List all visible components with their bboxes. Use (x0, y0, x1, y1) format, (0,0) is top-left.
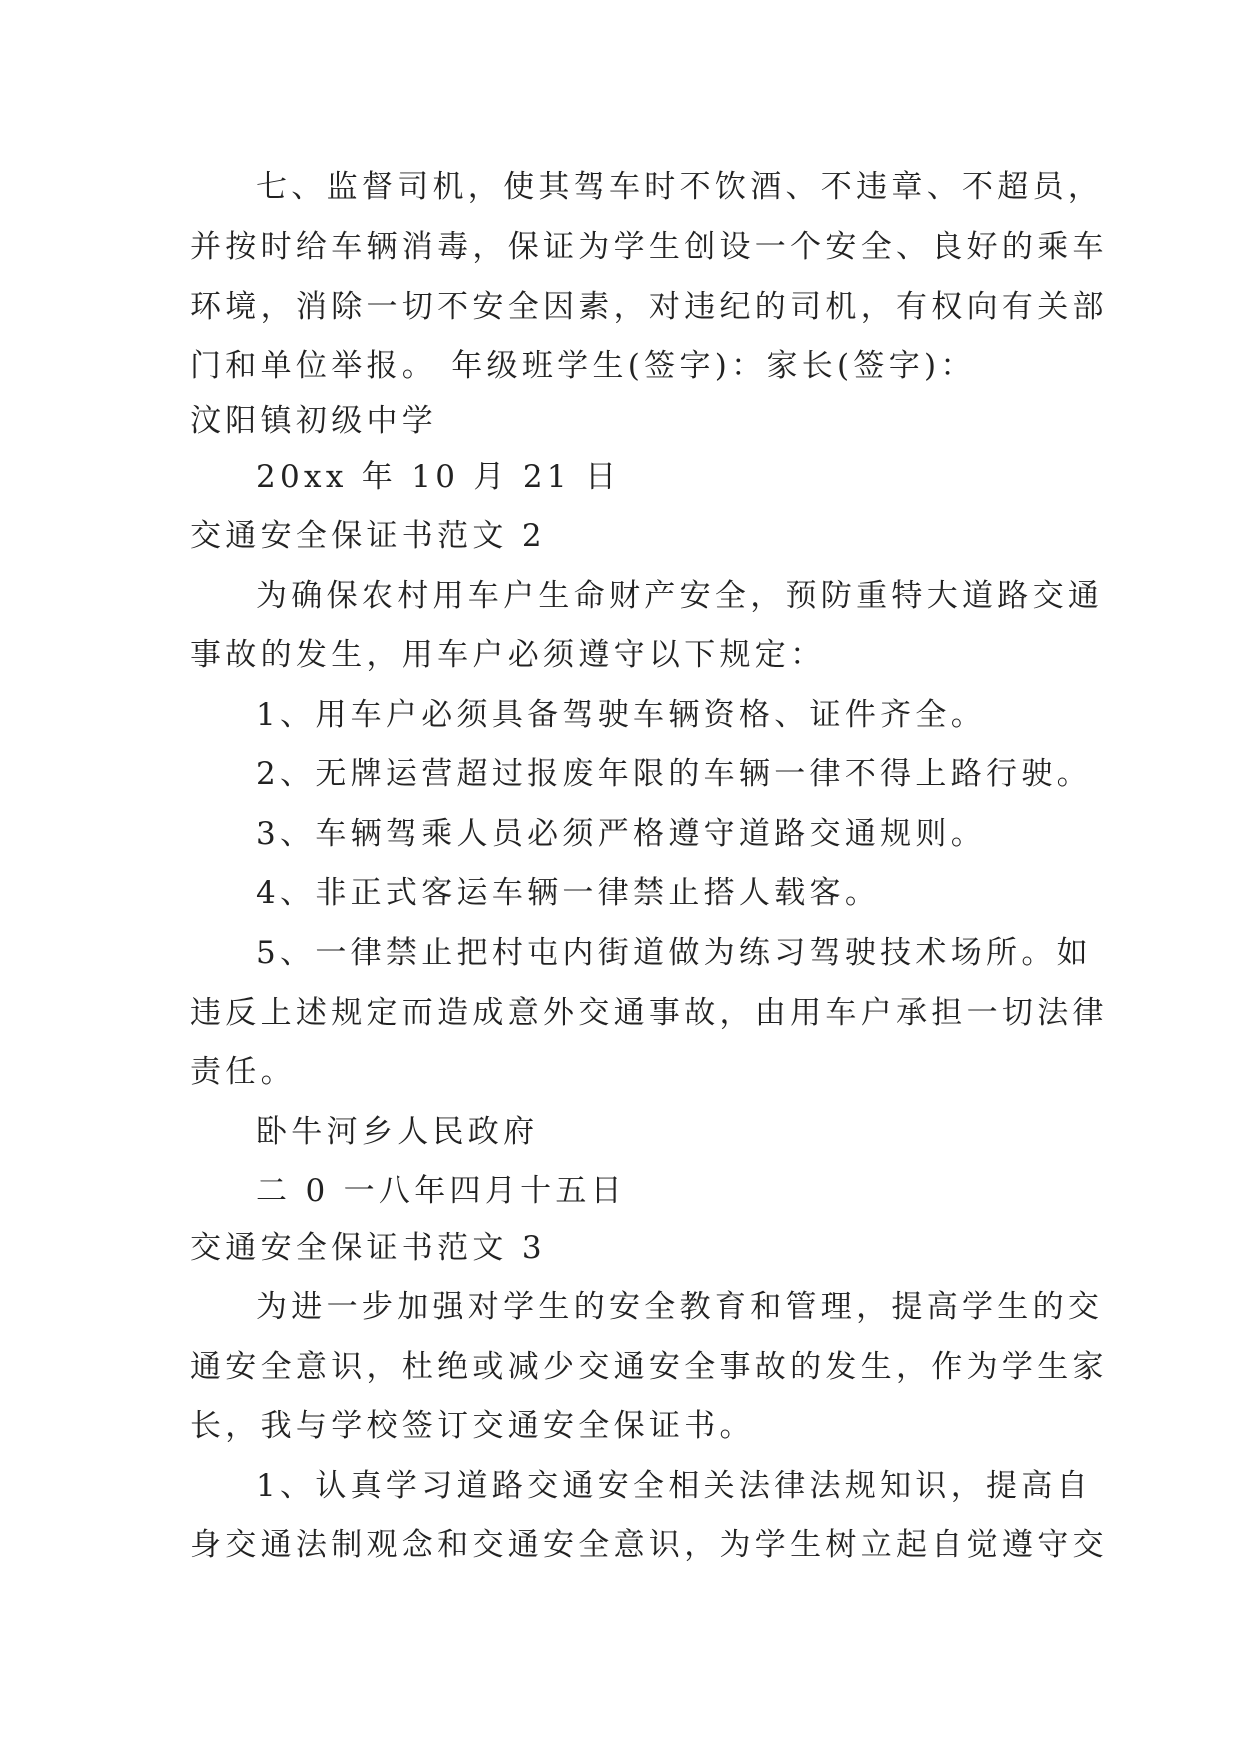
list-item: 4、非正式客运车辆一律禁止搭人载客。 (256, 875, 881, 911)
text-line: 并按时给车辆消毒，保证为学生创设一个安全、良好的乘车 (190, 229, 1108, 265)
text-line: 为进一步加强对学生的安全教育和管理，提高学生的交 (256, 1289, 1104, 1325)
text-line: 责任。 (190, 1054, 296, 1090)
text-line: 通安全意识，杜绝或减少交通安全事故的发生，作为学生家 (190, 1349, 1108, 1385)
date-line: 二 0 一八年四月十五日 (256, 1173, 627, 1209)
text-line: 门和单位举报。 年级班学生(签字)：家长(签字)： (190, 348, 976, 384)
list-item: 3、车辆驾乘人员必须严格遵守道路交通规则。 (256, 816, 987, 852)
list-item: 1、用车户必须具备驾驶车辆资格、证件齐全。 (256, 697, 987, 733)
list-item: 2、无牌运营超过报废年限的车辆一律不得上路行驶。 (256, 756, 1092, 792)
section-heading: 交通安全保证书范文 2 (190, 518, 546, 554)
text-line: 身交通法制观念和交通安全意识，为学生树立起自觉遵守交 (190, 1527, 1108, 1563)
text-line: 七、监督司机，使其驾车时不饮酒、不违章、不超员， (256, 169, 1104, 205)
text-line: 事故的发生，用车户必须遵守以下规定： (190, 637, 826, 673)
text-line: 环境，消除一切不安全因素，对违纪的司机，有权向有关部 (190, 289, 1108, 325)
text-line: 长，我与学校签订交通安全保证书。 (190, 1408, 755, 1444)
list-item: 5、一律禁止把村屯内街道做为练习驾驶技术场所。如 (256, 935, 1092, 971)
date-line: 20xx 年 10 月 21 日 (256, 459, 621, 495)
list-item: 1、认真学习道路交通安全相关法律法规知识，提高自 (256, 1468, 1092, 1504)
text-line: 违反上述规定而造成意外交通事故，由用车户承担一切法律 (190, 995, 1108, 1031)
school-name: 汶阳镇初级中学 (190, 403, 438, 439)
section-heading: 交通安全保证书范文 3 (190, 1230, 546, 1266)
text-line: 为确保农村用车户生命财产安全，预防重特大道路交通 (256, 578, 1104, 614)
signature-org: 卧牛河乡人民政府 (256, 1114, 539, 1150)
